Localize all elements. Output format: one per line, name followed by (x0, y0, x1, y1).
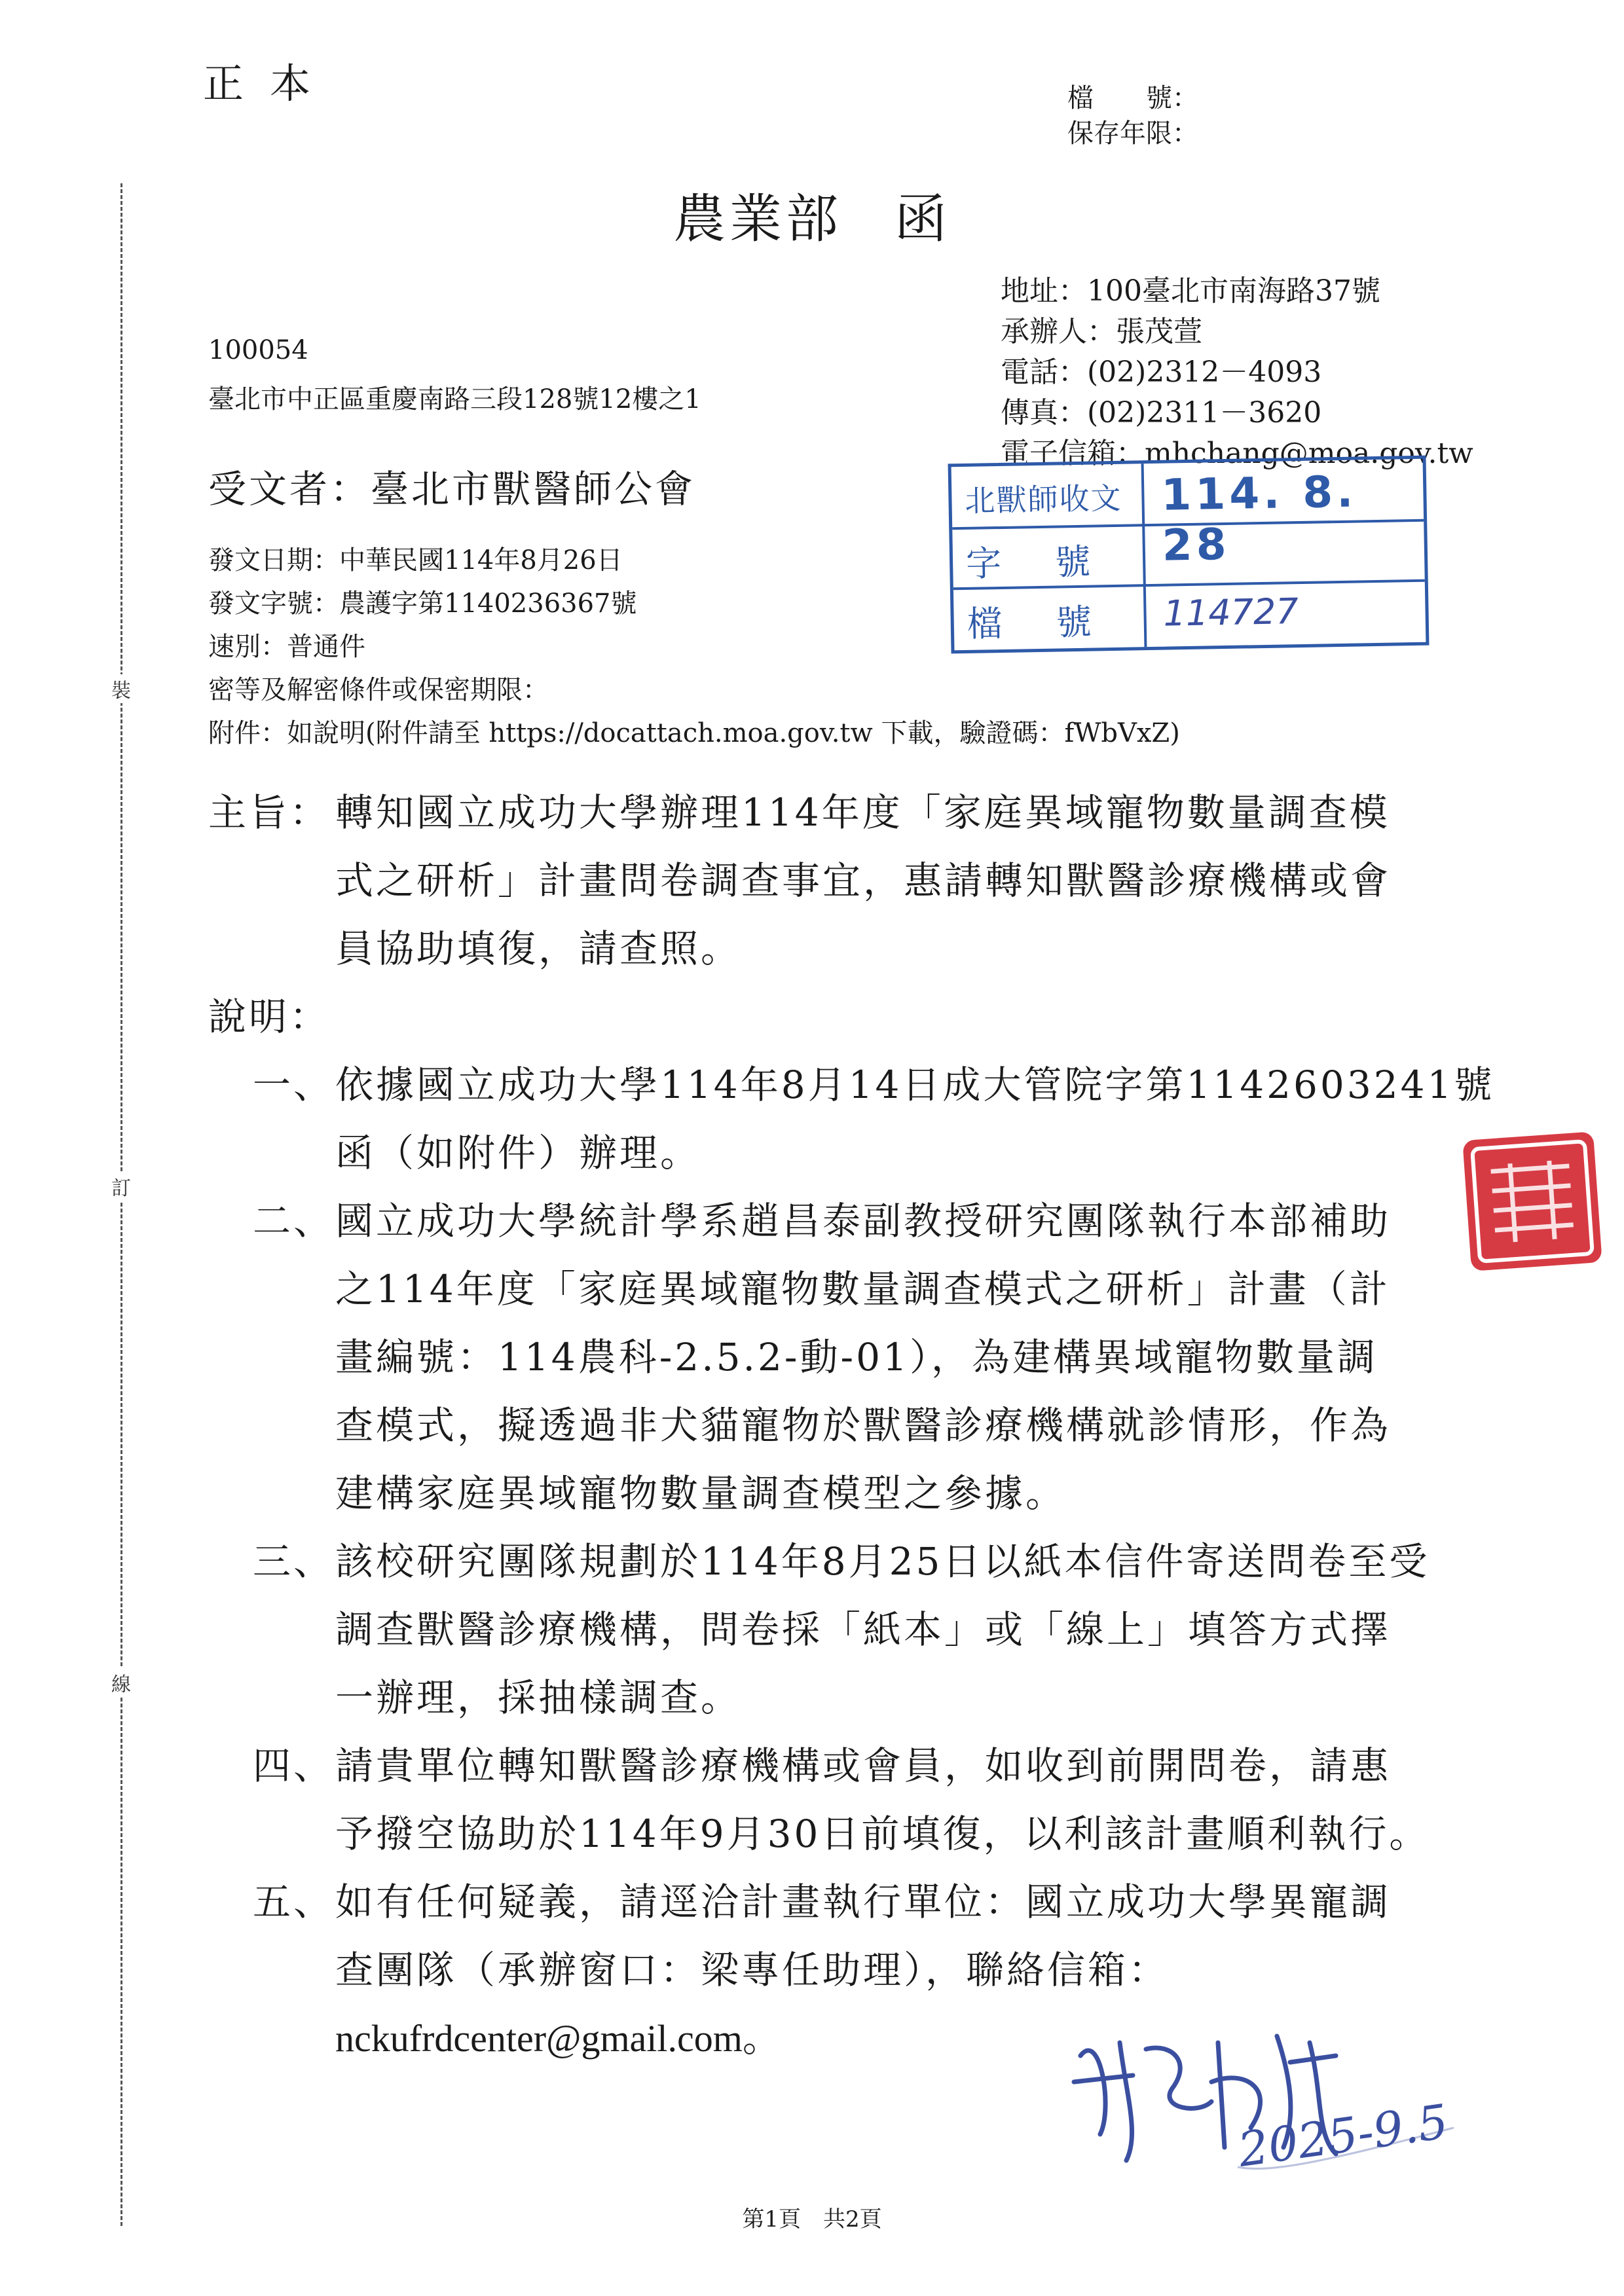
item-line: 查團隊（承辦窗口：梁專任助理），聯絡信箱： (335, 1948, 1170, 1992)
item-line: 函（如附件）辦理。 (335, 1131, 701, 1175)
item-line: 予撥空協助於114年9月30日前填復，以利該計畫順利執行。 (335, 1812, 1430, 1856)
retention-period-label: 保存年限： (1067, 118, 1198, 149)
stamp-file-value: 114727 (1163, 591, 1299, 634)
item-line: 國立成功大學統計學系趙昌泰副教授研究團隊執行本部補助 (335, 1199, 1392, 1243)
sender-fax: 傳真：(02)2311－3620 (1001, 396, 1322, 429)
contact-person: 承辦人：張茂萱 (1001, 315, 1202, 348)
subject-line: 式之研析」計畫問卷調查事宜，惠請轉知獸醫診療機構或會 (335, 858, 1392, 903)
item-line: 依據國立成功大學114年8月14日成大管院字第1142603241號 (335, 1063, 1495, 1107)
secrecy-level: 密等及解密條件或保密期限： (208, 675, 549, 705)
document-type: 函 (895, 189, 951, 249)
item-number: 二、 (253, 1199, 335, 1243)
issue-date: 發文日期：中華民國114年8月26日 (208, 545, 623, 575)
recipient: 受文者：臺北市獸醫師公會 (208, 467, 696, 511)
receipt-stamp (948, 456, 1430, 654)
sender-email: 電子信箱：mhchang@moa.gov.tw (1001, 437, 1473, 470)
subject-line: 轉知國立成功大學辦理114年度「家庭異域寵物數量調查模 (335, 790, 1390, 835)
subject-label: 主旨： (208, 790, 331, 835)
explanation-label: 說明： (208, 994, 331, 1039)
item-line: 該校研究團隊規劃於114年8月25日以紙本信件寄送問卷至受 (335, 1539, 1430, 1584)
official-seal (1462, 1131, 1602, 1271)
item-number: 一、 (253, 1063, 335, 1107)
item-line: 一辦理，採抽樣調查。 (335, 1675, 742, 1720)
postal-code: 100054 (208, 335, 308, 365)
binding-mark-zhuang: 裝 (111, 674, 131, 703)
sender-address: 地址：100臺北市南海路37號 (1001, 274, 1380, 308)
file-number-label: 檔 號： (1067, 83, 1198, 113)
item-line: 建構家庭異域寵物數量調查模型之參據。 (335, 1471, 1067, 1516)
stamp-date: 114. 8. 28 (1160, 466, 1357, 571)
document-title (0, 177, 1624, 252)
binding-line (120, 183, 122, 2226)
item-number: 四、 (253, 1743, 335, 1788)
item-number: 五、 (253, 1880, 335, 1924)
binding-mark-ding: 訂 (111, 1172, 131, 1201)
seal-glyph-icon (1462, 1131, 1602, 1271)
item-line: 查模式，擬透過非犬貓寵物於獸醫診療機構就診情形，作為 (335, 1403, 1392, 1448)
attachment-info: 附件：如說明(附件請至 https://docattach.moa.gov.tw 下載，驗證碼：fWbVxZ) (208, 718, 1180, 748)
stamp-ref-label: 字 號 (965, 541, 1100, 585)
stamp-file-label: 檔 號 (967, 601, 1101, 645)
delivery-speed: 速別：普通件 (208, 632, 365, 662)
item-line: 畫編號：114農科-2.5.2-動-01），為建構異域寵物數量調 (335, 1335, 1378, 1379)
item-line: 之114年度「家庭異域寵物數量調查模式之研析」計畫（計 (335, 1267, 1390, 1311)
original-copy-mark: 正本 (203, 60, 337, 107)
receiver-address: 臺北市中正區重慶南路三段128號12樓之1 (208, 384, 701, 414)
item-line: nckufrdcenter@gmail.com。 (335, 2017, 781, 2060)
issuing-organization: 農業部 (673, 189, 842, 249)
subject-line: 員協助填復，請查照。 (335, 926, 742, 971)
handwritten-date: 2025-9.5 (1234, 2093, 1452, 2178)
sender-phone: 電話：(02)2312－4093 (1001, 355, 1322, 389)
item-line: 調查獸醫診療機構，問卷採「紙本」或「線上」填答方式擇 (335, 1607, 1392, 1652)
page-number: 第1頁 共2頁 (742, 2206, 882, 2232)
stamp-org-label: 北獸師收文 (965, 480, 1122, 519)
binding-mark-xian: 線 (111, 1668, 131, 1697)
item-line: 如有任何疑義，請逕洽計畫執行單位：國立成功大學異寵調 (335, 1880, 1392, 1924)
item-line: 請貴單位轉知獸醫診療機構或會員，如收到前開問卷，請惠 (335, 1743, 1392, 1788)
document-number: 發文字號：農護字第1140236367號 (208, 589, 637, 619)
item-number: 三、 (253, 1539, 335, 1584)
